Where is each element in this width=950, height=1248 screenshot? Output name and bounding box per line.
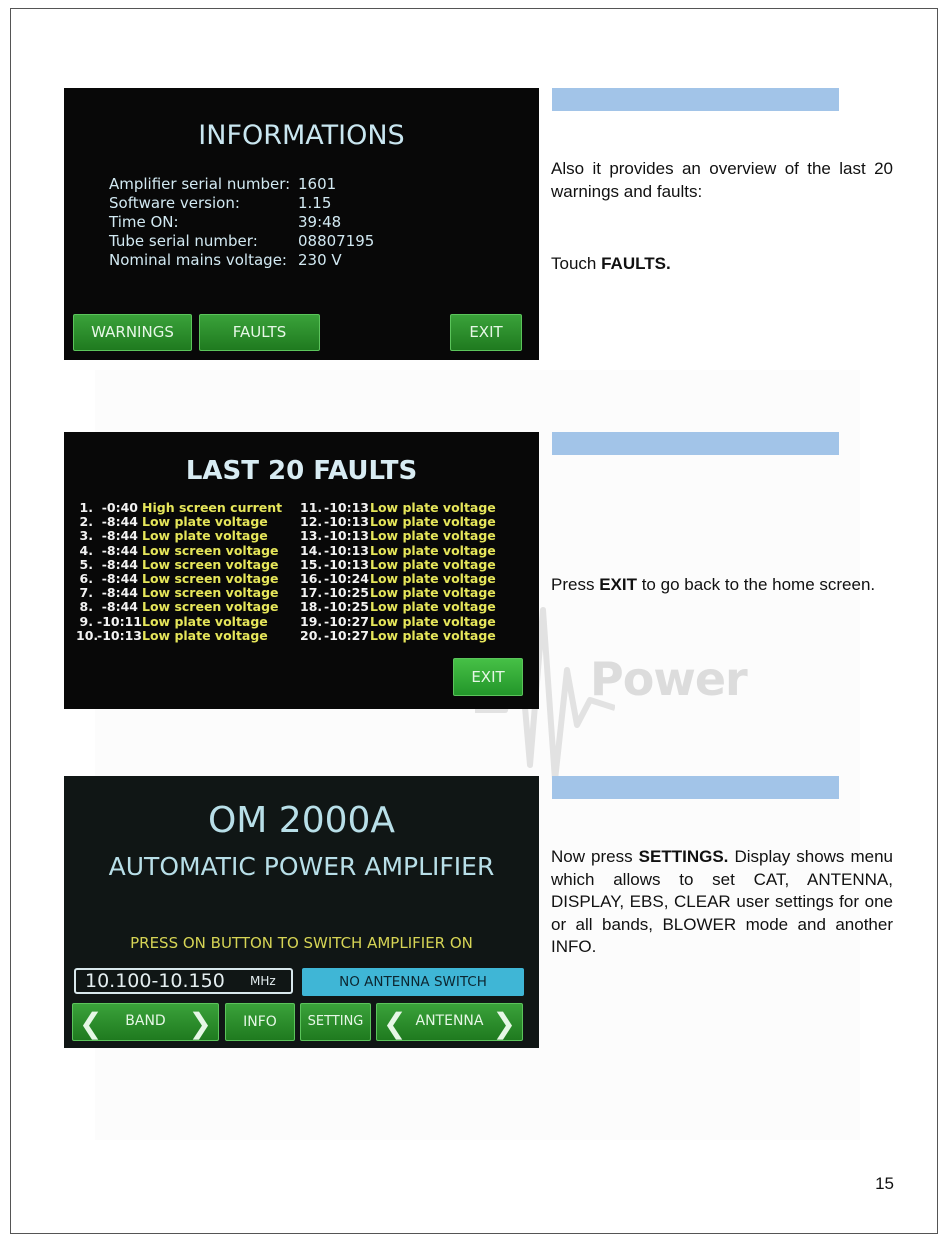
- exit-button[interactable]: EXIT: [450, 314, 522, 351]
- fault-row: [76, 614, 268, 628]
- fault-number: 12.: [300, 514, 323, 530]
- frequency-value: 10.100-10.150: [85, 970, 225, 992]
- fault-row: [76, 543, 279, 557]
- fault-description: Low screen voltage: [142, 599, 279, 615]
- fault-number: 15.: [300, 556, 323, 572]
- press-prefix: Press: [551, 575, 600, 594]
- fault-number: 16.: [300, 571, 323, 586]
- overview-paragraph: Also it provides an overview of the last 20 warnings and faults:: [551, 159, 893, 201]
- info-label: Software version:: [109, 194, 240, 212]
- fault-row: [300, 599, 496, 613]
- chevron-right-icon[interactable]: ❯: [188, 1007, 212, 1040]
- fault-description: Low plate voltage: [370, 528, 496, 544]
- fault-row: [300, 571, 496, 585]
- fault-number: 18.: [300, 599, 323, 615]
- fault-row: [300, 585, 496, 599]
- fault-row: [300, 500, 496, 514]
- informations-screen: [64, 88, 539, 360]
- fault-description: Low screen voltage: [142, 585, 279, 601]
- info-value: 08807195: [298, 232, 375, 250]
- fault-number: 6.: [79, 571, 93, 586]
- section-bar: [552, 432, 839, 455]
- fault-time: -10:25: [324, 585, 369, 601]
- fault-time: -10:25: [324, 599, 369, 615]
- fault-description: Low plate voltage: [370, 542, 496, 558]
- fault-number: 2.: [79, 514, 93, 530]
- fault-number: 10.: [76, 627, 99, 643]
- info-row-tube-serial: [109, 232, 374, 251]
- info-button[interactable]: INFO: [225, 1003, 295, 1041]
- settings-description: Display shows menu which allows to set CAT, ANTENNA, DISPLAY, EBS, CLEAR user settings for one or all bands, BLOWER mode and another INFO.: [551, 847, 893, 956]
- fault-number: 4.: [79, 542, 93, 558]
- fault-time: -8:44: [101, 528, 138, 544]
- fault-row: [300, 528, 496, 542]
- info-label: Tube serial number:: [109, 232, 258, 250]
- faults-button[interactable]: FAULTS: [199, 314, 320, 351]
- fault-time: -8:44: [101, 514, 138, 530]
- band-label: BAND: [125, 1013, 166, 1029]
- fault-description: Low plate voltage: [370, 613, 496, 629]
- fault-time: -10:27: [324, 627, 369, 643]
- info-row-time-on: [109, 213, 341, 232]
- fault-time: -10:13: [324, 528, 369, 544]
- fault-row: [76, 585, 279, 599]
- fault-row: [76, 528, 268, 542]
- info-label: Amplifier serial number:: [109, 175, 291, 193]
- fault-row: [76, 557, 279, 571]
- antenna-status: NO ANTENNA SWITCH: [302, 968, 524, 996]
- fault-time: -10:27: [324, 613, 369, 629]
- fault-row: [300, 614, 496, 628]
- exit-button[interactable]: EXIT: [453, 658, 523, 696]
- info-value: 1.15: [298, 194, 332, 212]
- fault-description: Low plate voltage: [142, 613, 268, 629]
- switch-on-instruction: PRESS ON BUTTON TO SWITCH AMPLIFIER ON: [130, 934, 473, 952]
- last-faults-screen: [64, 432, 539, 709]
- fault-time: -10:13: [324, 500, 369, 515]
- fault-description: Low plate voltage: [370, 500, 496, 515]
- info-row-mains-voltage: [109, 251, 342, 270]
- fault-description: Low plate voltage: [370, 556, 496, 572]
- fault-time: -8:44: [101, 599, 138, 615]
- fault-description: Low plate voltage: [370, 627, 496, 643]
- fault-row: [300, 514, 496, 528]
- section-bar: [552, 88, 839, 111]
- fault-description: Low plate voltage: [370, 514, 496, 530]
- touch-prefix: Touch: [551, 254, 602, 273]
- fault-number: 3.: [79, 528, 93, 544]
- antenna-label: ANTENNA: [415, 1013, 484, 1029]
- fault-number: 8.: [79, 599, 93, 615]
- band-button[interactable]: [72, 1003, 219, 1041]
- press-exit-bold: EXIT: [599, 575, 637, 594]
- fault-time: -10:11: [97, 613, 142, 629]
- fault-time: -10:24: [324, 571, 369, 586]
- fault-number: 1.: [79, 500, 93, 515]
- fault-number: 11.: [300, 500, 323, 515]
- fault-description: Low plate voltage: [142, 514, 268, 530]
- fault-time: -10:13: [324, 542, 369, 558]
- fault-row: [300, 557, 496, 571]
- fault-description: Low plate voltage: [142, 528, 268, 544]
- info-value: 230 V: [298, 251, 342, 269]
- fault-row: [76, 571, 279, 585]
- home-screen: [64, 776, 539, 1048]
- antenna-button[interactable]: [376, 1003, 523, 1041]
- fault-time: -8:44: [101, 571, 138, 586]
- fault-row: [76, 599, 279, 613]
- fault-description: High screen current: [142, 500, 283, 515]
- fault-description: Low plate voltage: [370, 571, 496, 586]
- page-number: 15: [875, 1174, 894, 1193]
- text-block-overview: [551, 158, 893, 203]
- amplifier-subtitle: AUTOMATIC POWER AMPLIFIER: [108, 852, 495, 881]
- screen-title: INFORMATIONS: [198, 120, 405, 151]
- setting-button[interactable]: SETTING: [300, 1003, 371, 1041]
- chevron-left-icon[interactable]: ❮: [383, 1007, 407, 1040]
- screen-title: LAST 20 FAULTS: [185, 456, 418, 486]
- warnings-button[interactable]: WARNINGS: [73, 314, 192, 351]
- watermark-text: Power: [590, 652, 747, 706]
- fault-number: 20.: [300, 627, 323, 643]
- text-block-press-exit: [551, 574, 893, 597]
- frequency-display: [74, 968, 293, 994]
- fault-row: [300, 628, 496, 642]
- chevron-left-icon[interactable]: ❮: [79, 1007, 103, 1040]
- info-value: 1601: [298, 175, 337, 193]
- press-rest: to go back to the home screen.: [636, 575, 876, 594]
- info-label: Time ON:: [109, 213, 179, 231]
- fault-description: Low plate voltage: [370, 599, 496, 615]
- fault-time: -8:44: [101, 585, 138, 601]
- fault-time: -0:40: [101, 500, 138, 515]
- chevron-right-icon[interactable]: ❯: [492, 1007, 516, 1040]
- fault-number: 9.: [79, 613, 93, 629]
- info-label: Nominal mains voltage:: [109, 251, 287, 269]
- fault-time: -10:13: [324, 514, 369, 530]
- settings-bold: SETTINGS.: [638, 847, 729, 866]
- fault-description: Low screen voltage: [142, 542, 279, 558]
- fault-time: -10:13: [97, 627, 142, 643]
- fault-description: Low screen voltage: [142, 571, 279, 586]
- fault-time: -10:13: [324, 556, 369, 572]
- fault-description: Low plate voltage: [142, 627, 268, 643]
- fault-row: [76, 628, 268, 642]
- text-block-touch-faults: [551, 253, 893, 276]
- info-value: 39:48: [298, 213, 342, 231]
- fault-row: [300, 543, 496, 557]
- fault-row: [76, 514, 268, 528]
- fault-time: -8:44: [101, 542, 138, 558]
- fault-number: 17.: [300, 585, 323, 601]
- text-block-settings: [551, 846, 893, 959]
- section-bar: [552, 776, 839, 799]
- fault-description: Low screen voltage: [142, 556, 279, 572]
- fault-number: 14.: [300, 542, 323, 558]
- model-title: OM 2000A: [207, 800, 396, 841]
- fault-row: [76, 500, 282, 514]
- fault-number: 7.: [79, 585, 93, 601]
- fault-number: 5.: [79, 556, 93, 572]
- info-row-serial: [109, 175, 336, 194]
- fault-number: 19.: [300, 613, 323, 629]
- fault-number: 13.: [300, 528, 323, 544]
- fault-time: -8:44: [101, 556, 138, 572]
- frequency-unit: MHz: [250, 974, 276, 988]
- touch-faults-bold: FAULTS.: [601, 254, 671, 273]
- now-press-prefix: Now press: [551, 847, 639, 866]
- fault-description: Low plate voltage: [370, 585, 496, 601]
- info-row-software: [109, 194, 331, 213]
